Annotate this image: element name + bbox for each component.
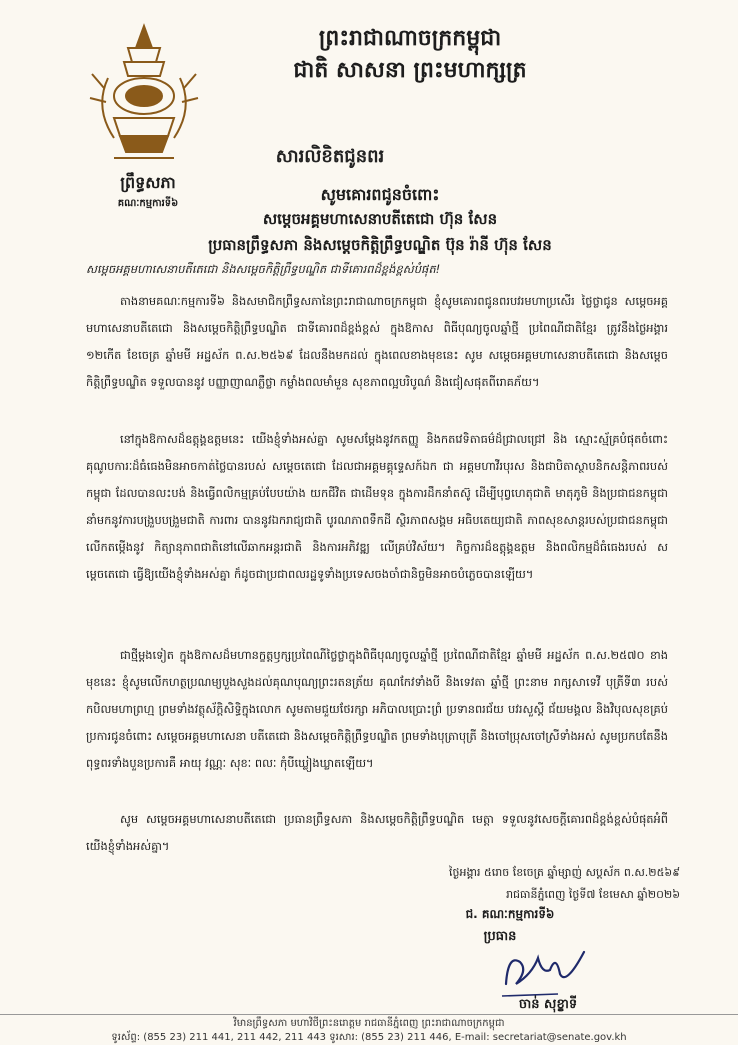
senate-emblem-icon xyxy=(84,18,204,168)
handwritten-signature-icon xyxy=(498,944,588,1004)
national-motto: ជាតិ សាសនា ព្រះមហាក្សត្រ xyxy=(293,57,527,83)
paragraph-2: នៅក្នុងឱកាសដ៏ឧត្តុង្គឧត្តមនេះ យើងខ្ញុំទាំងអស់គ្នា សូមសម្តែងនូវកតញ្ញូ និងកតវេទិតាធម៌ដ៏ជ្រាលជ្រៅ និង ស្មោះស្ម័គ្របំផុតចំពោះគុណូបការៈដ៏ធំធេងមិនអាចកាត់ថ្លៃបានរបស់ សម្តេចតេជោ ដែលជាអគ្គមគ្គុទ្ទេសក៍ឯក ជា អគ្គមហាវីរបុរស និងជាបិតាស្ថាបនិកសន្តិភាពរបស់កម្ពុជា ដែលបានលះបង់ និងធ្វើពលិកម្មគ្រប់បែបយ៉ាង យកជីវិត ជាដើមទុន ក្នុងការដឹកនាំតស៊ូ ដើម្បីបុព្វហេតុជាតិ មាតុភូមិ និងប្រជាជនកម្ពុជា នាំមកនូវការបង្រួបបង្រួមជាតិ ការពារ បាននូវឯករាជ្យជាតិ បូរណភាពទឹកដី ស្ថិរភាពសង្គម អធិបតេយ្យជាតិ ភាពសុខសាន្តរបស់ប្រជាជនកម្ពុជា លើកតម្កើងនូវ កិត្យានុភាពជាតិនៅលើឆាកអន្តរជាតិ និងការអភិវឌ្ឍ លើគ្រប់វិស័យ។ កិច្ចការដ៏ឧត្តុង្គឧត្តម និងពលិកម្មដ៏ធំធេងរបស់ សម្តេចតេជោ ធ្វើឱ្យយើងខ្ញុំទាំងអស់គ្នា ក៏ដូចជាប្រជាពលរដ្ឋទូទាំងប្រទេសចងចាំជានិច្ចមិនអាចបំភ្លេចបានឡើយ។ xyxy=(86,432,668,581)
paragraph-1: តាងនាមគណៈកម្មការទី៦ និងសមាជិកព្រឹទ្ធសភានៃព្រះរាជាណាចក្រកម្ពុជា ខ្ញុំសូមគោរពជូនពរបវរមហាប្រសើរ ថ្លៃថ្លាជូន សម្តេចអគ្គមហាសេនាបតីតេជោ និងសម្តេចកិត្តិព្រឹទ្ធបណ្ឌិត ជាទីគោរពដ៏ខ្ពង់ខ្ពស់ ក្នុងឱកាស ពិធីបុណ្យចូលឆ្នាំថ្មី ប្រពៃណីជាតិខ្មែរ ត្រូវនឹងថ្ងៃអង្គារ ១២កើត ខែចេត្រ ឆ្នាំមមី អដ្ឋស័ក ព.ស.២៥៦៩ ដែលនឹងមកដល់ ក្នុងពេលខាងមុខនេះ សូម សម្តេចអគ្គមហាសេនាបតីតេជោ និងសម្តេចកិត្តិព្រឹទ្ធបណ្ឌិត ទទួលបាននូវ បញ្ញាញាណភ្លឺថ្លា កម្លាំងពលមាំមួន សុខភាពល្អបរិបូណ៌ និងជៀសផុតពីរោគភ័យ។ xyxy=(86,294,668,389)
footer-address: វិមានព្រឹទ្ធសភា មហាវិថីព្រះនរោត្តម រាជធានីភ្នំពេញ ព្រះរាជាណាចក្រកម្ពុជា xyxy=(233,1018,505,1029)
committee-name: គណៈកម្មការទី៦ xyxy=(117,198,179,209)
lunar-date: ថ្ងៃអង្គារ ៥រោច ខែចេត្រ ឆ្នាំម្សាញ់ សប្តស័ក ព.ស.២៥៦៩ xyxy=(449,866,680,879)
gregorian-date: រាជធានីភ្នំពេញ ថ្ងៃទី៧ ខែមេសា ឆ្នាំ២០២៦ xyxy=(506,888,680,901)
signoff-role: ប្រធាន xyxy=(483,929,517,944)
paragraph-3: ជាថ្មីម្តងទៀត ក្នុងឱកាសដ៏មហានក្ខត្តឫក្សប្រពៃណីថ្លៃថ្លាក្នុងពិធីបុណ្យចូលឆ្នាំថ្មី ប្រពៃណីជាតិខ្មែរ ឆ្នាំមមី អដ្ឋស័ក ព.ស.២៥៧០ ខាងមុខនេះ ខ្ញុំសូមលើកហត្ថប្រណម្យបួងសួងដល់គុណបុណ្យព្រះរតនត្រ័យ គុណកែវទាំងបី និងទេវតា ឆ្នាំថ្មី ព្រះនាម រាក្សសាទេវី បុត្រីទី៣ របស់កបិលមហាព្រហ្ម ព្រមទាំងវត្ថុស័ក្តិសិទ្ធិក្នុងលោក សូមតាមជួយថែរក្សា អភិបាលប្រោះព្រំ ប្រទានពរជ័យ បវរសួស្តី ជ័យមង្គល និងវិបុលសុខគ្រប់ប្រការជូនចំពោះ សម្តេចអគ្គមហាសេនា បតីតេជោ និងសម្តេចកិត្តិព្រឹទ្ធបណ្ឌិត ព្រមទាំងបុត្រាបុត្រី និងចៅប្រុសចៅស្រីទាំងអស់ សូមប្រកបតែនឹង ពុទ្ធពរទាំងបួនប្រការគឺ អាយុ វណ្ណៈ សុខៈ ពលៈ កុំបីឃ្លៀងឃ្លាតឡើយ។ xyxy=(86,648,668,770)
address-recipient-1: សម្តេចអគ្គមហាសេនាបតីតេជោ ហ៊ុន សែន xyxy=(262,210,498,228)
salutation: សម្តេចអគ្គមហាសេនាបតីតេជោ និងសម្តេចកិត្តិព្រឹទ្ធបណ្ឌិត ជាទីគោរពដ៏ខ្ពង់ខ្ពស់បំផុត! xyxy=(86,262,441,276)
signer-name: ចាន់ សុខ្ខាទី xyxy=(518,997,578,1012)
signoff-organization: ជ. គណៈកម្មការទី៦ xyxy=(465,907,555,921)
address-intro: សូមគោរពជូនចំពោះ xyxy=(320,185,440,204)
kingdom-heading: ព្រះរាជាណាចក្រកម្ពុជា xyxy=(318,25,502,51)
document-title: សារលិខិតជូនពរ xyxy=(275,146,385,167)
address-recipient-2: ប្រធានព្រឹទ្ធសភា និងសម្តេចកិត្តិព្រឹទ្ធបណ្ឌិត ប៊ុន រ៉ានី ហ៊ុន សែន xyxy=(208,236,552,254)
senate-name: ព្រឹទ្ធសភា xyxy=(120,173,176,192)
footer-divider xyxy=(0,1014,738,1015)
paragraph-4: សូម សម្តេចអគ្គមហាសេនាបតីតេជោ ប្រធានព្រឹទ្ធសភា និងសម្តេចកិត្តិព្រឹទ្ធបណ្ឌិត មេត្តា ទទួលនូវសេចក្តីគោរពដ៏ខ្ពង់ខ្ពស់បំផុតអំពីយើងខ្ញុំទាំងអស់គ្នា។ xyxy=(86,812,668,853)
footer-contact: ទូរស័ព្ទ: (855 23) 211 441, 211 442, 211 443 ទូរសារ: (855 23) 211 446, E-mail: secretariat@senate.gov.kh xyxy=(111,1032,627,1043)
